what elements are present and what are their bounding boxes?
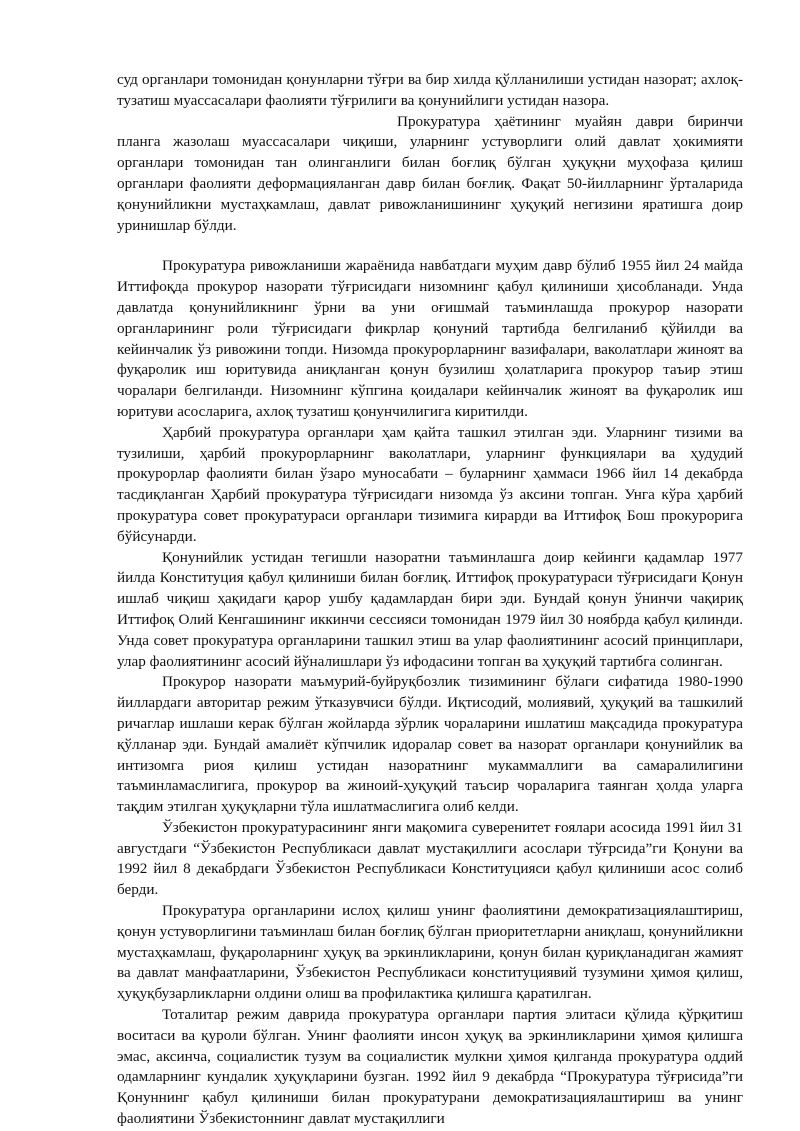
paragraph-9: Тоталитар режим даврида прокуратура органлари партия элитаси қўлида қўрқитиш воситаси ва қуроли бўлган. Унинг фаолияти инсон ҳуқуқ ва эркинликларини ҳимоя қилишга эмас, аксинча, социалистик тузум ва социалистик мулкни ҳимоя қилганда прокуратура оддий одамларнинг кундалик ҳуқуқларини бузган. 1992 йил 9 декабрда “Прокуратура тўғрисида”ги Қонуннинг қабул қилиниши билан прокуратурани демократизациялаштириш ва унинг фаолиятини Ўзбекистоннинг давлат мустақиллиги: [117, 1006, 743, 1128]
paragraph-1: суд органлари томонидан қонунларни тўғри ва бир хилда қўлланилиши устидан назорат; ахлоқ-тузатиш муассасалари фаолияти тўғрилиги ва қонунийлиги устидан назора.: [117, 71, 743, 109]
paragraph-7: Ўзбекистон прокуратурасининг янги мақомига суверенитет ғоялари асосида 1991 йил 31 августдаги “Ўзбекистон Республикаси давлат мустақиллиги асослари тўғрсида”ги Қонуни ва 1992 йил 8 декабрдаги Ўзбекистон Республикаси Конституцияси қабул қилиниши асос солиб берди.: [117, 818, 743, 899]
paragraph-4: Ҳарбий прокуратура органлари ҳам қайта ташкил этилган эди. Уларнинг тизими ва тузилиши, ҳарбий прокурорларнинг ваколатлари, уларнинг функциялари ва ҳудудий прокурорлар фаолияти билан ўзаро муносабати – буларнинг ҳаммаси 1966 йил 14 декабрда тасдиқланган Ҳарбий прокуратура тўғрисидаги низомда ўз аксини топган. Унга кўра ҳарбий прокуратура совет прокуратураси органлари тизимига кирарди ва Иттифоқ Бош прокурорига бўйсунарди.: [117, 423, 743, 545]
paragraph-6: Прокурор назорати маъмурий-буйруқбозлик тизимининг бўлаги сифатида 1980-1990 йиллардаги авторитар режим ўтказувчиси бўлди. Иқтисодий, молиявий, ҳуқуқий ва ташкилий ричаглар ишлаши керак бўлган жойларда зўрлик чораларини ишлатиш мақсадида прокуратура қўлланар эди. Бундай амалиёт кўпчилик идоралар совет ва назорат органлари қонунийлик ва интизомга риоя қилиш устидан назоратнинг мукаммаллиги ва самаралилигини таъминламаслигига, прокурор ва жиноий-ҳуқуқий таъсир чораларига таянган ҳолда уларга тақдим этилган ҳуқуқларни тўла ишлатмаслигига олиб келди.: [117, 673, 743, 816]
paragraph-3: Прокуратура ривожланиши жараёнида навбатдаги муҳим давр бўлиб 1955 йил 24 майда Иттифоқда прокурор назорати тўғрисидаги низомнинг қабул қилиниши ҳисобланади. Унда давлатда қонунийликнинг ўрни ва уни оғишмай таъминлашда прокурор назорати органларининг роли тўғрисидаги фикрлар қонуний тартибда белгиланиб қўйилди ва кейинчалик ўз ривожини топди. Низомда прокурорларнинг вазифалари, ваколатлари жиноят ва фуқаролик иш юритувида аниқланган қонун бузилиш ҳолатларига прокурор таъир этиш чоралари белгиланди. Низомнинг кўпгина қоидалари кейинчалик жиноят ва фуқаролик иш юритуви асосларига, ахлоқ тузатиш қонунчилигига киритилди.: [117, 257, 743, 420]
paragraph-5: Қонунийлик устидан тегишли назоратни таъминлашга доир кейинги қадамлар 1977 йилда Конституция қабул қилиниши билан боғлиқ. Иттифоқ прокуратураси тўғрисидаги Қонун ишлаб чиқиш ҳақидаги қарор ушбу қадамлардан бири эди. Бундай қонун ўнинчи чақириқ Иттифоқ Олий Кенгашининг иккинчи сессияси томонидан 1979 йил 30 ноябрда қабул қилинди. Унда совет прокуратура органларини ташкил этиш ва улар фаолиятининг асосий принциплари, улар фаолиятининг асосий йўналишлари ўз ифодасини топган ва ҳуқуқий тартибга солинган.: [117, 548, 743, 670]
paragraph-2: Прокуратура ҳаётининг муайян даври биринчи планга жазолаш муассасалари чиқиши, уларнинг устуворлиги олий давлат ҳокимияти органлари томонидан тан олинганлиги билан боғлиқ бўлган ҳуқуқни муҳофаза қилиш органлари фаолияти деформацияланган давр билан боғлиқ. Фақат 50-йилларнинг ўрталарида қонунийликни мустаҳкамлаш, давлат ривожланишининг ҳуқуқий негизини яратишга доир уринишлар бўлди.: [117, 112, 743, 234]
paragraph-8: Прокуратура органларини ислоҳ қилиш унинг фаолиятини демократизациялаштириш, қонун устуворлигини таъминлаш билан боғлиқ бўлган приоритетларни аниқлаш, қонунийликни мустаҳкамлаш, фуқароларнинг ҳуқуқ ва эркинликларини, қонун билан қуриқланадиган жамият ва давлат манфаатларини, Ўзбекистон Республикаси конституциявий тузумини ҳимоя қилиш, ҳуқуқбузарликларни олдини олиш ва профилактика қилишга қаратилган.: [117, 902, 743, 1003]
document-page: [117, 70, 743, 1130]
